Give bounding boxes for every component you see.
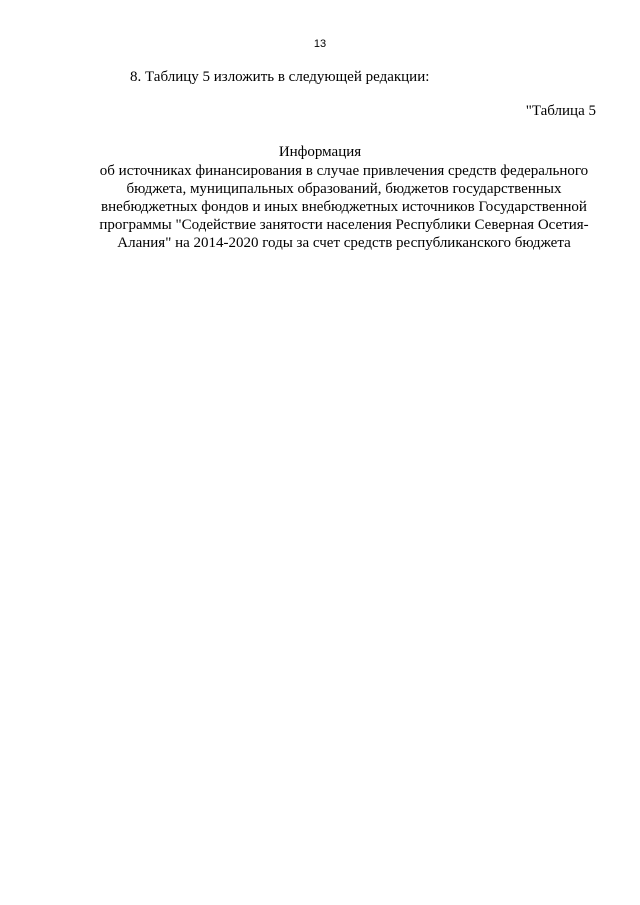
description-line: об источниках финансирования в случае привлечения средств федерального — [99, 163, 589, 179]
description-line: внебюджетных фондов и иных внебюджетных источников Государственной — [101, 199, 587, 215]
description-line: программы "Содействие занятости населения Республики Северная Осетия- — [99, 217, 589, 233]
page-number: 13 — [313, 38, 327, 50]
section-description — [88, 162, 600, 252]
table-label: "Таблица 5 — [525, 103, 596, 119]
amendment-item: 8. Таблицу 5 изложить в следующей редакции: — [130, 69, 430, 85]
description-line: Алания" на 2014-2020 годы за счет средств республиканского бюджета — [117, 235, 571, 251]
description-line: бюджета, муниципальных образований, бюджетов государственных — [126, 181, 562, 197]
section-heading: Информация — [278, 144, 362, 160]
